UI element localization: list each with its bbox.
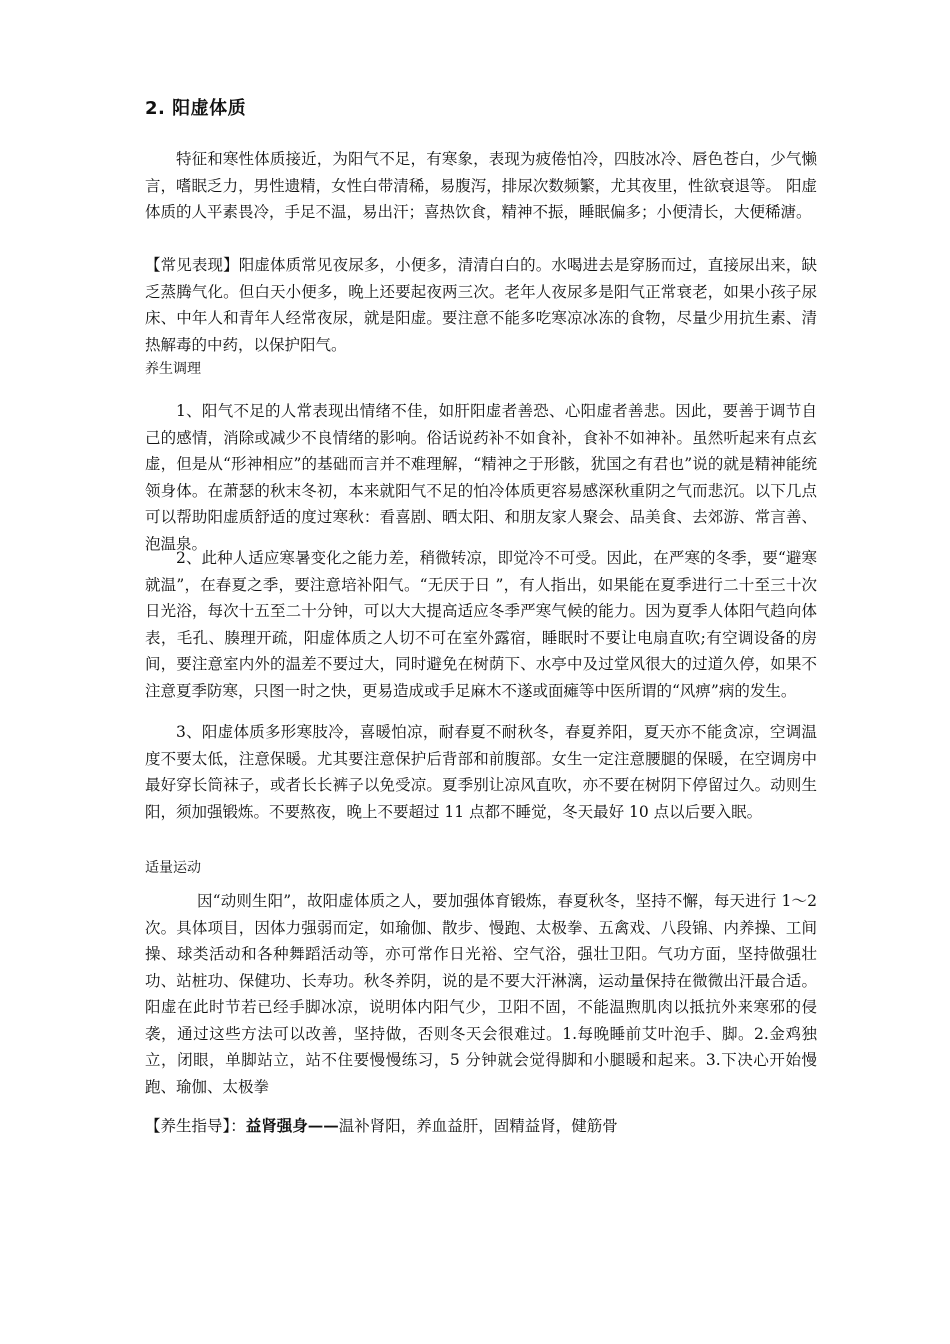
heading-title: 阳虚体质 [172, 98, 247, 119]
heading-number: 2. [145, 98, 166, 119]
document-page [145, 0, 817, 1344]
regimen-item-1: 1、阳气不足的人常表现出情绪不佳，如肝阳虚者善恐、心阳虚者善悲。因此，要善于调节自己的感情，消除或减少不良情绪的影响。俗话说药补不如食补，食补不如神补。虽然听起来有点玄虚，但是从“形神相应”的基础而言并不难理解，“精神之于形骸，犹国之有君也”说的就是精神能统领身体。在萧瑟的秋末冬初，本来就阳气不足的怕冷体质更容易感深秋重阴之气而悲沉。以下几点可以帮助阳虚质舒适的度过寒秋：看喜剧、晒太阳、和朋友家人聚会、品美食、去郊游、常言善、泡温泉。 [145, 402, 817, 553]
subsection-title-regimen: 养生调理 [145, 361, 201, 377]
guide-text: 温补肾阳，养血益肝，固精益肾，健筋骨 [338, 1117, 618, 1135]
subsection-title-exercise: 适量运动 [145, 860, 201, 876]
guide-label: 【养生指导】： [145, 1117, 246, 1135]
exercise-paragraph: 因“动则生阳”，故阳虚体质之人，要加强体育锻炼，春夏秋冬，坚持不懈，每天进行 1～2 次。具体项目，因体力强弱而定，如瑜伽、散步、慢跑、太极拳、五禽戏、八段锦、内养操、工间操、球类活动和各种舞蹈活动等，亦可常作日光裕、空气浴，强壮卫阳。气功方面，坚持做强壮功、站桩功、保健功、长寿功。秋冬养阴，说的是不要大汗淋漓，运动量保持在微微出汗最合适。阳虚在此时节若已经手脚冰凉，说明体内阳气少，卫阳不固，不能温煦肌肉以抵抗外来寒邪的侵袭，通过这些方法可以改善，坚持做，否则冬天会很难过。1.每晚睡前艾叶泡手、脚。2.金鸡独立，闭眼，单脚站立，站不住要慢慢练习，5 分钟就会觉得脚和小腿暖和起来。3.下决心开始慢跑、瑜伽、太极拳 [145, 892, 817, 1096]
intro-paragraph: 特征和寒性体质接近，为阳气不足，有寒象，表现为疲倦怕冷，四肢冰冷、唇色苍白，少气懒言，嗜眠乏力，男性遗精，女性白带清稀，易腹泻，排尿次数频繁，尤其夜里，性欲衰退等。 阳虚体质的人平素畏冷，手足不温，易出汗；喜热饮食，精神不振，睡眠偏多；小便清长，大便稀溏。 [145, 150, 817, 221]
section-heading [145, 94, 246, 120]
common-symptoms-paragraph: 【常见表现】阳虚体质常见夜尿多，小便多，清清白白的。水喝进去是穿肠而过，直接尿出来，缺乏蒸腾气化。但白天小便多，晚上还要起夜两三次。老年人夜尿多是阳气正常衰老，如果小孩子尿床、中年人和青年人经常夜尿，就是阳虚。要注意不能多吃寒凉冰冻的食物，尽量少用抗生素、清热解毒的中药，以保护阳气。 [145, 256, 817, 354]
regimen-item-3: 3、阳虚体质多形寒肢冷，喜暖怕凉，耐春夏不耐秋冬，春夏养阳，夏天亦不能贪凉，空调温度不要太低，注意保暖。尤其要注意保护后背部和前腹部。女生一定注意腰腿的保暖，在空调房中最好穿长筒袜子，或者长长裤子以免受凉。夏季别让凉风直吹，亦不要在树阴下停留过久。动则生阳，须加强锻炼。不要熬夜，晚上不要超过 11 点都不睡觉，冬天最好 10 点以后要入眠。 [145, 723, 817, 821]
regimen-item-2: 2、此种人适应寒暑变化之能力差，稍微转凉，即觉冷不可受。因此，在严寒的冬季，要“避寒就温”，在春夏之季，要注意培补阳气。“无厌于日 ”，有人指出，如果能在夏季进行二十至三十次日光浴，每次十五至二十分钟，可以大大提高适应冬季严寒气候的能力。因为夏季人体阳气趋向体表，毛孔、腠理开疏，阳虚体质之人切不可在室外露宿，睡眠时不要让电扇直吹;有空调设备的房间，要注意室内外的温差不要过大，同时避免在树荫下、水亭中及过堂风很大的过道久停，如果不注意夏季防寒，只图一时之快，更易造成或手足麻木不遂或面瘫等中医所谓的“风痹”病的发生。 [145, 549, 817, 700]
guide-strong: 益肾强身—— [245, 1116, 339, 1135]
health-guide-line [145, 1113, 817, 1140]
